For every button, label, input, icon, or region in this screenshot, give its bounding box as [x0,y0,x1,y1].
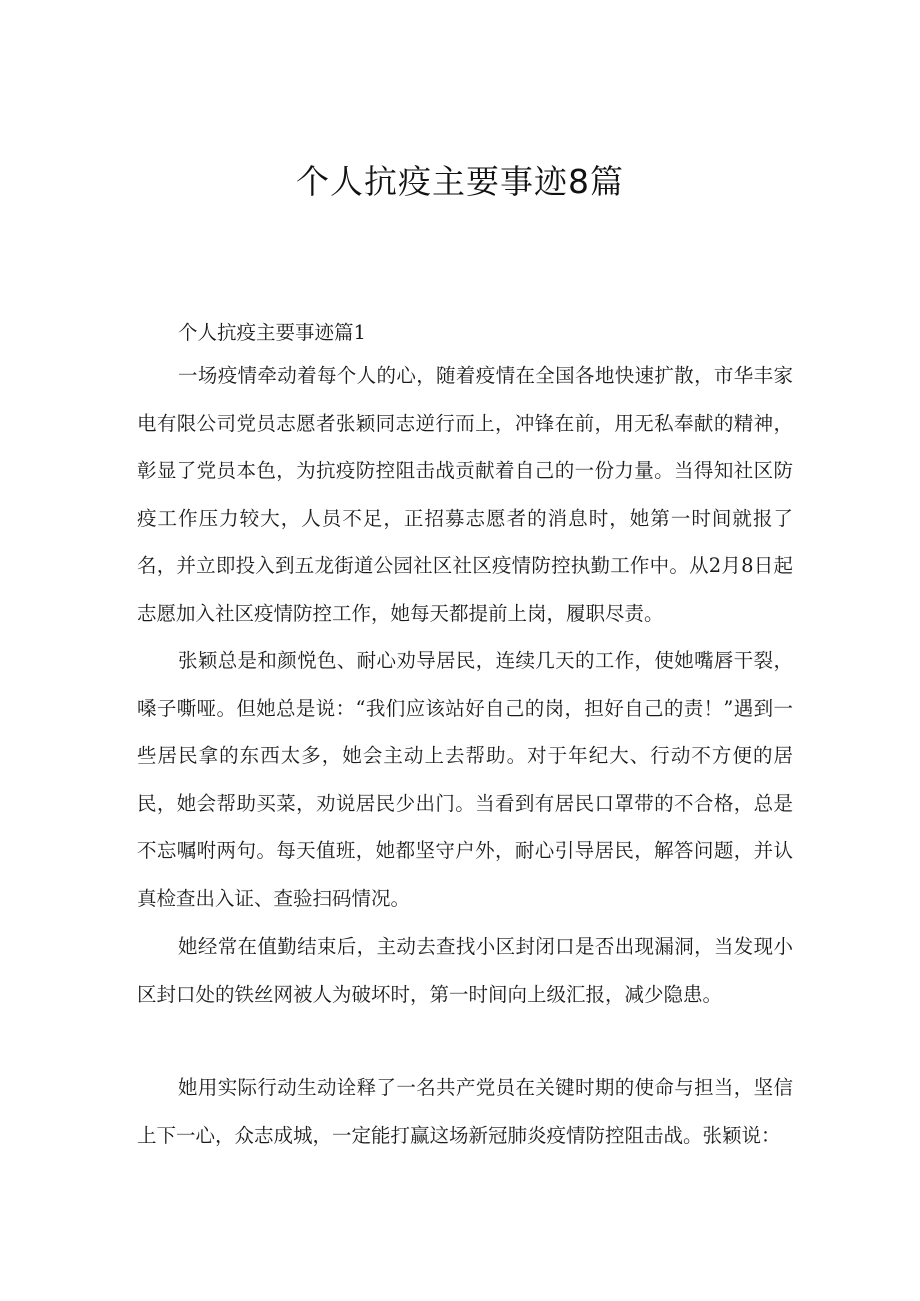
paragraph-3: 她经常在值勤结束后，主动去查找小区封闭口是否出现漏洞，当发现小区封口处的铁丝网被人为破坏时，第一时间向上级汇报，减少隐患。 [137,935,793,1006]
paragraph-1: 一场疫情牵动着每个人的心，随着疫情在全国各地快速扩散，市华丰家电有限公司党员志愿者张颖同志逆行而上，冲锋在前，用无私奉献的精神，彰显了党员本色，为抗疫防控阻击战贡献着自己的一份力量。当得知社区防疫工作压力较大，人员不足，正招募志愿者的消息时，她第一时间就报了名，并立即投入到五龙街道公园社区社区疫情防控执勤工作中。从2月8日起志愿加入社区疫情防控工作，她每天都提前上岗，履职尽责。 [137,364,793,625]
paragraph-4: 她用实际行动生动诠释了一名共产党员在关键时期的使命与担当，坚信上下一心，众志成城，一定能打赢这场新冠肺炎疫情防控阻击战。张颖说： [137,1076,793,1147]
document-title: 个人抗疫主要事迹8篇 [296,162,624,201]
paragraph-2: 张颖总是和颜悦色、耐心劝导居民，连续几天的工作，使她嘴唇干裂，嗓子嘶哑。但她总是说：“我们应该站好自己的岗，担好自己的责！”遇到一些居民拿的东西太多，她会主动上去帮助。对于年纪大、行动不方便的居民，她会帮助买菜，劝说居民少出门。当看到有居民口罩带的不合格，总是不忘嘱咐两句。每天值班，她都坚守户外，耐心引导居民，解答问题，并认真检查出入证、查验扫码情况。 [137,649,793,910]
section-heading: 个人抗疫主要事迹篇1 [178,321,366,344]
